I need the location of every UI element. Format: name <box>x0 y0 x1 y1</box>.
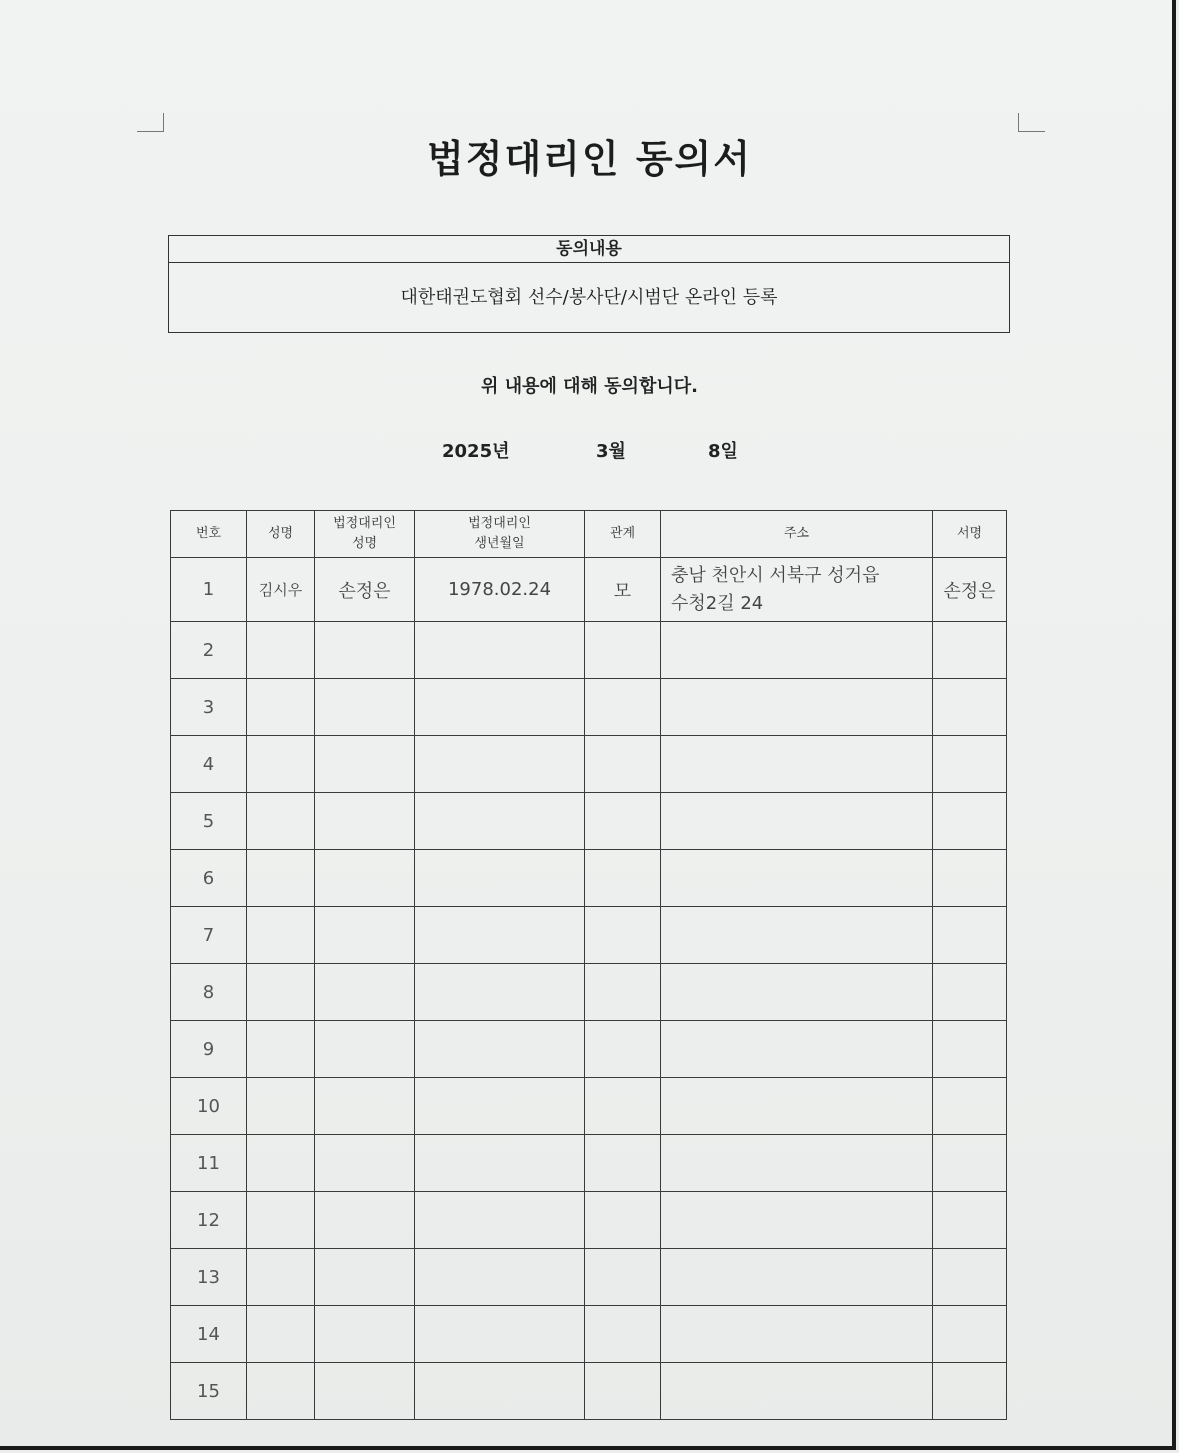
table-row <box>171 1078 1007 1135</box>
cell-name <box>247 1363 315 1420</box>
cell-relation <box>585 964 661 1021</box>
cell-no: 11 <box>171 1135 247 1192</box>
cell-relation: 모 <box>585 558 661 622</box>
cell-name <box>247 736 315 793</box>
agree-statement: 위 내용에 대해 동의합니다. <box>481 376 698 397</box>
cell-signature <box>933 736 1007 793</box>
cell-guardian-name <box>315 1021 415 1078</box>
cell-signature <box>933 1021 1007 1078</box>
cell-no: 7 <box>171 907 247 964</box>
cell-guardian-name <box>315 679 415 736</box>
consent-header: 동의내용 <box>169 236 1009 263</box>
date-day: 8일 <box>708 441 738 462</box>
cell-relation <box>585 1021 661 1078</box>
consent-body: 대한태권도협회 선수/봉사단/시범단 온라인 등록 <box>400 287 778 308</box>
cell-address <box>661 1135 933 1192</box>
cell-relation <box>585 1363 661 1420</box>
consent-box <box>168 235 1010 333</box>
cell-relation <box>585 736 661 793</box>
header-signature: 서명 <box>933 511 1007 558</box>
cell-guardian-birth <box>415 622 585 679</box>
cell-guardian-name <box>315 1192 415 1249</box>
cell-no: 15 <box>171 1363 247 1420</box>
header-no: 번호 <box>171 511 247 558</box>
cell-signature <box>933 793 1007 850</box>
cell-guardian-birth <box>415 679 585 736</box>
header-guardian-birth <box>415 511 585 558</box>
cell-name <box>247 793 315 850</box>
cell-signature <box>933 679 1007 736</box>
cell-guardian-name <box>315 1363 415 1420</box>
cell-address <box>661 850 933 907</box>
cell-guardian-birth <box>415 850 585 907</box>
table-row <box>171 850 1007 907</box>
cell-relation <box>585 1192 661 1249</box>
cell-address <box>661 1249 933 1306</box>
cell-signature <box>933 1135 1007 1192</box>
cell-relation <box>585 1249 661 1306</box>
guardian-table <box>170 510 1007 1420</box>
cell-relation <box>585 850 661 907</box>
cell-guardian-name <box>315 964 415 1021</box>
cell-guardian-name <box>315 793 415 850</box>
cell-name <box>247 907 315 964</box>
cell-address <box>661 622 933 679</box>
cell-no: 1 <box>171 558 247 622</box>
cell-signature <box>933 1249 1007 1306</box>
cell-no: 12 <box>171 1192 247 1249</box>
cell-guardian-birth <box>415 1135 585 1192</box>
header-relation: 관계 <box>585 511 661 558</box>
cell-no: 4 <box>171 736 247 793</box>
header-address: 주소 <box>661 511 933 558</box>
cell-name <box>247 622 315 679</box>
cell-name <box>247 1192 315 1249</box>
cell-guardian-name <box>315 1249 415 1306</box>
table-row <box>171 793 1007 850</box>
header-guardian-name-line2: 성명 <box>351 536 378 551</box>
cell-relation <box>585 793 661 850</box>
cell-signature <box>933 1192 1007 1249</box>
cell-guardian-birth <box>415 736 585 793</box>
cell-relation <box>585 1135 661 1192</box>
cell-guardian-birth <box>415 964 585 1021</box>
table-row <box>171 1363 1007 1420</box>
header-guardian-name <box>315 511 415 558</box>
cell-name <box>247 850 315 907</box>
cell-guardian-birth <box>415 1078 585 1135</box>
cell-signature <box>933 850 1007 907</box>
address-line2: 수청2길 24 <box>671 592 764 614</box>
cell-no: 3 <box>171 679 247 736</box>
table-row <box>171 1135 1007 1192</box>
cell-address <box>661 1363 933 1420</box>
cell-signature <box>933 622 1007 679</box>
cell-address <box>661 1078 933 1135</box>
cell-no: 14 <box>171 1306 247 1363</box>
cell-guardian-birth: 1978.02.24 <box>415 558 585 622</box>
address-line1: 충남 천안시 서북구 성거읍 <box>671 564 880 586</box>
cell-guardian-name <box>315 622 415 679</box>
date-year: 2025년 <box>442 441 510 462</box>
table-row <box>171 1249 1007 1306</box>
cell-no: 8 <box>171 964 247 1021</box>
cell-no: 10 <box>171 1078 247 1135</box>
table-row <box>171 1306 1007 1363</box>
date-month: 3월 <box>596 441 626 462</box>
cell-name <box>247 679 315 736</box>
cell-guardian-birth <box>415 1021 585 1078</box>
cell-guardian-name <box>315 850 415 907</box>
cell-signature <box>933 1306 1007 1363</box>
cell-no: 13 <box>171 1249 247 1306</box>
cell-address <box>661 558 933 622</box>
cell-guardian-name <box>315 1135 415 1192</box>
cell-address <box>661 736 933 793</box>
cell-address <box>661 964 933 1021</box>
cell-name <box>247 1249 315 1306</box>
cell-address <box>661 1021 933 1078</box>
cell-relation <box>585 679 661 736</box>
cell-guardian-name <box>315 1078 415 1135</box>
cell-guardian-birth <box>415 1306 585 1363</box>
table-row <box>171 679 1007 736</box>
table-header-row <box>171 511 1007 558</box>
cell-relation <box>585 1078 661 1135</box>
cell-signature <box>933 964 1007 1021</box>
cell-signature: 손정은 <box>933 558 1007 622</box>
cell-guardian-birth <box>415 1363 585 1420</box>
cell-no: 2 <box>171 622 247 679</box>
header-guardian-birth-line1: 법정대리인 <box>468 516 531 531</box>
cell-guardian-name <box>315 736 415 793</box>
document-title: 법정대리인 동의서 <box>427 137 752 181</box>
header-guardian-birth-line2: 생년월일 <box>474 536 525 551</box>
header-name: 성명 <box>247 511 315 558</box>
cell-signature <box>933 907 1007 964</box>
cell-guardian-birth <box>415 1249 585 1306</box>
cell-guardian-name <box>315 1306 415 1363</box>
cell-name <box>247 1078 315 1135</box>
cell-guardian-birth <box>415 793 585 850</box>
cell-guardian-name <box>315 907 415 964</box>
cell-relation <box>585 1306 661 1363</box>
cell-address <box>661 793 933 850</box>
cell-address <box>661 1306 933 1363</box>
table-row <box>171 964 1007 1021</box>
cell-name <box>247 1021 315 1078</box>
cell-address <box>661 1192 933 1249</box>
cell-guardian-birth <box>415 907 585 964</box>
table-row <box>171 558 1007 622</box>
cell-guardian-birth <box>415 1192 585 1249</box>
table-row <box>171 1192 1007 1249</box>
table-row <box>171 1021 1007 1078</box>
cell-address <box>661 907 933 964</box>
cell-name <box>247 964 315 1021</box>
cell-no: 6 <box>171 850 247 907</box>
cell-address <box>661 679 933 736</box>
table-row <box>171 622 1007 679</box>
cell-relation <box>585 622 661 679</box>
table-row <box>171 907 1007 964</box>
header-guardian-name-line1: 법정대리인 <box>333 516 396 531</box>
table-row <box>171 736 1007 793</box>
cell-name <box>247 1306 315 1363</box>
cell-guardian-name: 손정은 <box>315 558 415 622</box>
cell-relation <box>585 907 661 964</box>
cell-name <box>247 1135 315 1192</box>
cell-name: 김시우 <box>247 558 315 622</box>
cell-signature <box>933 1363 1007 1420</box>
cell-no: 9 <box>171 1021 247 1078</box>
cell-signature <box>933 1078 1007 1135</box>
cell-no: 5 <box>171 793 247 850</box>
